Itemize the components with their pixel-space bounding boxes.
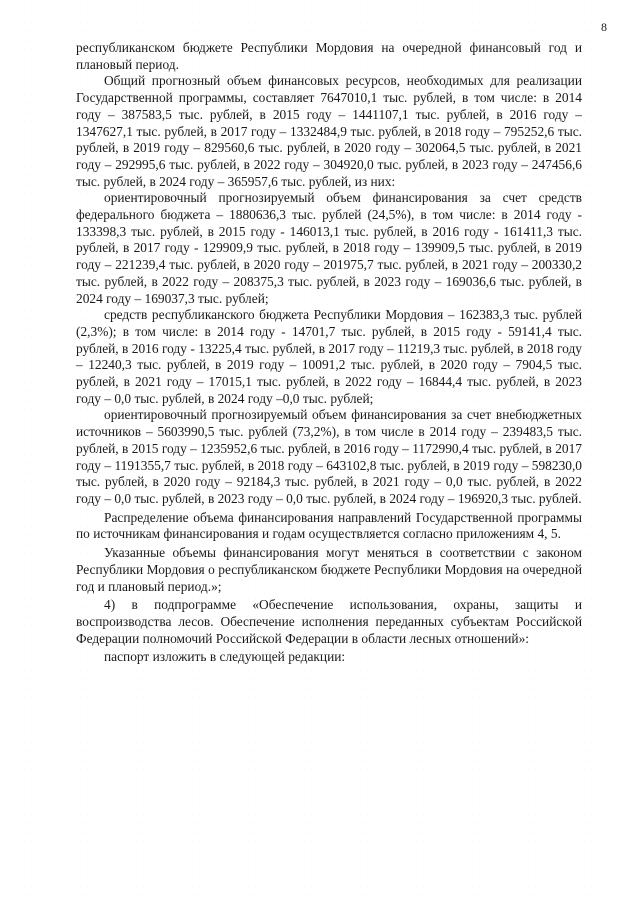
paragraph-federal-budget: ориентировочный прогнозируемый объем финансирования за счет средств федерального бюджета – 1880636,3 тыс. рублей (24,5%), в том числе: в 2014 году - 133398,3 тыс. рублей, в 2015 году - 146013,1 тыс. рублей, в 2016 году - 161411,3 тыс. рублей, в 2017 году - 129909,9 тыс. рублей, в 2018 году – 139909,5 тыс. рублей, в 2019 году – 221239,4 тыс. рублей, в 2020 году – 201975,7 тыс. рублей, в 2021 году – 200330,2 тыс. рублей, в 2022 году – 208375,3 тыс. рублей, в 2023 году – 169036,6 тыс. рублей, в 2024 году – 169037,3 тыс. рублей; [76,190,582,306]
paragraph-budget-period: республиканском бюджете Республики Мордовия на очередной финансовый год и плановый период. [76,40,582,72]
paragraph-distribution: Распределение объема финансирования направлений Государственной программы по источникам финансирования и годам осуществляется согласно приложениям 4, 5. [76,509,582,542]
paragraph-extrabudgetary: ориентировочный прогнозируемый объем финансирования за счет внебюджетных источников – 5603990,5 тыс. рублей (73,2%), в том числе в 2014 году – 239483,5 тыс. рублей, в 2015 году – 1235952,6 тыс. рублей, в 2016 году – 1172990,4 тыс. рублей, в 2017 году – 1191355,7 тыс. рублей, в 2018 году – 643102,8 тыс. рублей, в 2019 году – 598230,0 тыс. рублей, в 2020 году – 92184,3 тыс. рублей, в 2021 году – 0,0 тыс. рублей, в 2022 году – 0,0 тыс. рублей, в 2023 году – 0,0 тыс. рублей, в 2024 году – 196920,3 тыс. рублей. [76,407,582,506]
document-body [76,40,582,666]
paragraph-subprogram-item-4: 4) в подпрограмме «Обеспечение использования, охраны, защиты и воспроизводства лесов. Обеспечение исполнения переданных субъектам Российской Федерации полномочий Российской Федерации в области лесных отношений»: [76,597,582,646]
paragraph-total-financing: Общий прогнозный объем финансовых ресурсов, необходимых для реализации Государственной программы, составляет 7647010,1 тыс. рублей, в том числе: в 2014 году – 387583,5 тыс. рублей, в 2015 году – 1441107,1 тыс. рублей, в 2016 году – 1347627,1 тыс. рублей, в 2017 году – 1332484,9 тыс. рублей, в 2018 году – 795252,6 тыс. рублей, в 2019 году – 829560,6 тыс. рублей, в 2020 году – 302064,5 тыс. рублей, в 2021 году – 292995,6 тыс. рублей, в 2022 году – 304920,0 тыс. рублей, в 2023 году – 247456,6 тыс. рублей, в 2024 году – 365957,6 тыс. рублей, из них: [76,73,582,189]
paragraph-volume-change: Указанные объемы финансирования могут меняться в соответствии с законом Республики Мордовия о республиканском бюджете Республики Мордовия на очередной год и плановый период.»; [76,545,582,594]
paragraph-passport: паспорт изложить в следующей редакции: [104,649,346,665]
paragraph-republican-budget: средств республиканского бюджета Республики Мордовия – 162383,3 тыс. рублей (2,3%); в том числе: в 2014 году - 14701,7 тыс. рублей, в 2015 году - 59141,4 тыс. рублей, в 2016 году - 13225,4 тыс. рублей, в 2017 году – 11219,3 тыс. рублей, в 2018 году – 12240,3 тыс. рублей, в 2019 году – 10091,2 тыс. рублей, в 2020 году – 7904,5 тыс. рублей, в 2021 году – 17015,1 тыс. рублей, в 2022 году – 16844,4 тыс. рублей, в 2023 году – 0,0 тыс. рублей, в 2024 году –0,0 тыс. рублей; [76,307,582,406]
page-number: 8 [601,20,607,34]
